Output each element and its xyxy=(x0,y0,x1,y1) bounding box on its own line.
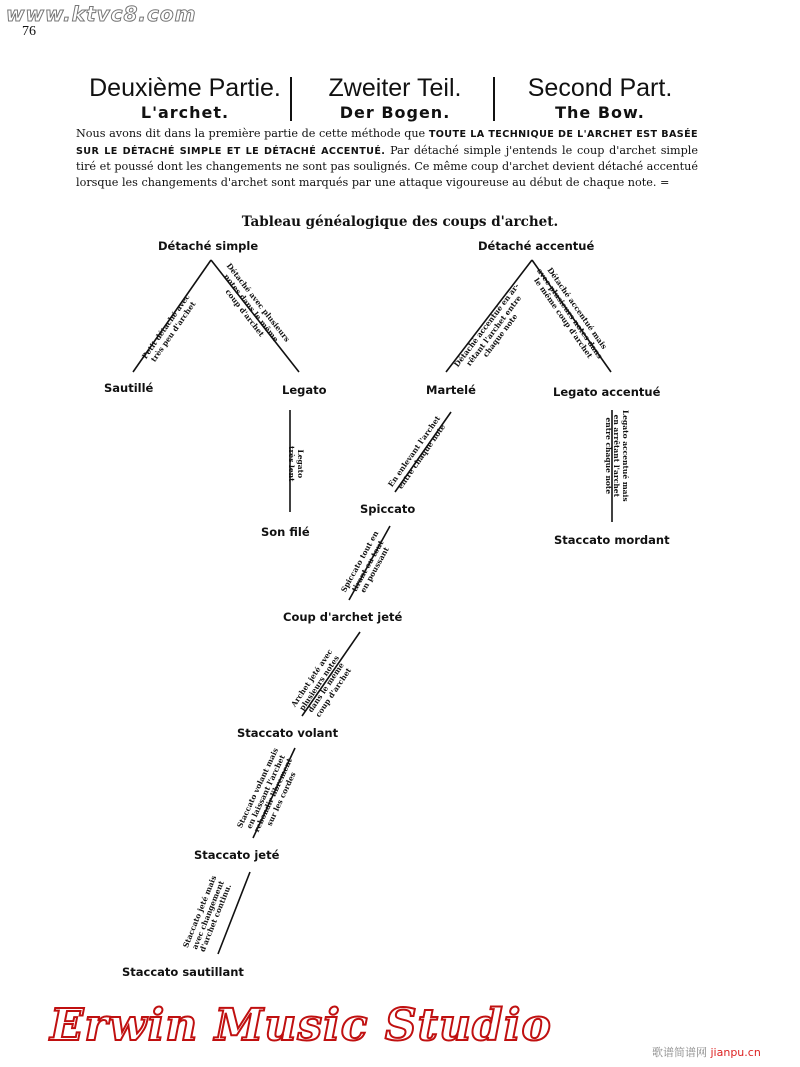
node-son-file: Son filé xyxy=(261,525,310,539)
node-sautille: Sautillé xyxy=(104,381,154,395)
node-staccato-jete: Staccato jeté xyxy=(194,848,280,862)
label-legacc-mordant: Legato accentué mais en arrêtant l'archet entre chaque note xyxy=(604,410,630,502)
label-da-martele: Détaché accentué en ar- rêtant l'archet entre chaque note xyxy=(452,281,523,369)
intro-text-2: Par détaché simple j'entends le coup d'archet simple tiré et poussé dont les changements ne sont pas soulignés. Ce même coup d'archet devient détaché accentué lorsque les changements d'archet sont marqués par une attaque vigoureuse au début de chaque note. = xyxy=(76,143,698,189)
header-fr-sub: L'archet. xyxy=(140,103,230,122)
intro-caps: TOUTE LA TECHNIQUE DE L'ARCHET EST BASÉE SUR LE DÉTACHÉ SIMPLE ET LE DÉTACHÉ ACCENTUÉ. xyxy=(76,129,698,157)
header-en-sub: The Bow. xyxy=(555,103,645,122)
header-de-title: Zweiter Teil. xyxy=(328,74,462,102)
node-legato: Legato xyxy=(282,383,327,397)
label-spiccato-jete: Spiccato tout en tirant ou tout en poussant xyxy=(339,529,391,595)
table-title: Tableau généalogique des coups d'archet. xyxy=(241,214,559,230)
header-fr-title: Deuxième Partie. xyxy=(89,74,281,102)
label-volant-sjete: Staccato volant mais en laissant l'archet rebondir librement sur les cordes xyxy=(235,746,298,834)
node-spiccato: Spiccato xyxy=(360,502,416,516)
header-en-title: Second Part. xyxy=(527,74,673,102)
page-number: 76 xyxy=(22,24,36,39)
node-coup-jete: Coup d'archet jeté xyxy=(283,610,403,624)
label-sjete-sautillant: Staccato jeté mais avec changement d'archet continu. xyxy=(181,874,234,954)
node-staccato-mordant: Staccato mordant xyxy=(554,533,670,547)
node-detache-simple: Détaché simple xyxy=(158,239,259,253)
label-martele-spiccato: En enlevant l'archet entre chaque note xyxy=(386,414,447,491)
node-martele: Martelé xyxy=(426,383,476,397)
node-detache-accentue: Détaché accentué xyxy=(478,239,595,253)
site-name-cn: 歌谱简谱网 xyxy=(652,1046,707,1059)
node-staccato-sautillant: Staccato sautillant xyxy=(122,965,244,979)
node-legato-accentue: Legato accentué xyxy=(553,385,661,399)
header-de-sub: Der Bogen. xyxy=(339,103,451,122)
site-credit xyxy=(652,1044,761,1060)
label-ds-sautille: Petit détaché avec très peu d'archet xyxy=(140,292,198,364)
node-staccato-volant: Staccato volant xyxy=(237,726,339,740)
intro-text-1: Nous avons dit dans la première partie de cette méthode que xyxy=(76,127,429,140)
label-ds-legato: Détaché avec plusieurs notes dans le même coup d'archet xyxy=(222,261,292,344)
site-url: jianpu.cn xyxy=(710,1046,761,1059)
studio-signature: Erwin Music Studio xyxy=(50,1000,552,1051)
watermark: www.ktvc8.com xyxy=(6,2,197,26)
label-da-legato-acc: Détaché accentué mais avec plusieurs notes dans le même coup d'archet xyxy=(532,265,609,361)
label-jete-volant: Archet jeté avec plusieurs notes dans le même coup d'archet xyxy=(289,647,353,719)
label-legato-sonfile: Legato très lent xyxy=(287,446,305,482)
